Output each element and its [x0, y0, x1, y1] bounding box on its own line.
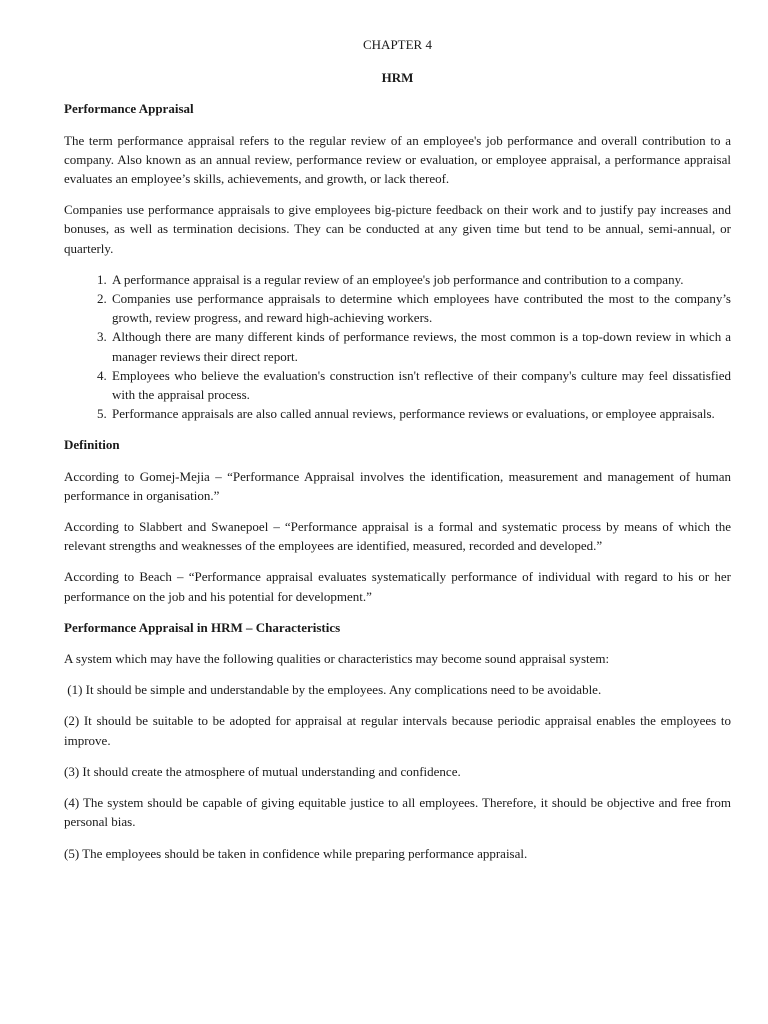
list-item: 1. A performance appraisal is a regular review of an employee's job performance and contribution to a company. [110, 270, 731, 289]
characteristic-item: (5) The employees should be taken in confidence while preparing performance appraisal. [64, 845, 528, 861]
characteristics-heading: Performance Appraisal in HRM – Characteristics [64, 619, 341, 635]
characteristic-item: (2) It should be suitable to be adopted for appraisal at regular intervals because periodic appraisal enables the employees to improve. [64, 713, 731, 748]
list-item: 4. Employees who believe the evaluation's construction isn't reflective of their company's culture may feel dissatisfied with the appraisal process. [110, 366, 731, 404]
definition-paragraph: According to Slabbert and Swanepoel – “Performance appraisal is a formal and systematic process by means of which the relevant strengths and weaknesses of the employees are identified, measured, recorded and developed.” [64, 519, 731, 554]
characteristic-item: (1) It should be simple and understandable by the employees. Any complications need to be avoidable. [64, 682, 602, 698]
characteristic-item: (3) It should create the atmosphere of mutual understanding and confidence. [64, 763, 461, 779]
document-body [64, 35, 731, 875]
list-item: 3. Although there are many different kinds of performance reviews, the most common is a top-down review in which a manager reviews their direct report. [110, 327, 731, 365]
characteristics-intro: A system which may have the following qualities or characteristics may become sound appraisal system: [64, 651, 610, 667]
definition-paragraph: According to Gomej-Mejia – “Performance Appraisal involves the identification, measurement and management of human performance in organisation.” [64, 468, 731, 503]
characteristic-item: (4) The system should be capable of giving equitable justice to all employees. Therefore, it should be objective and free from personal bias. [64, 795, 731, 830]
definition-paragraph: According to Beach – “Performance appraisal evaluates systematically performance of individual with regard to his or her performance on the job and his potential for development.” [64, 569, 731, 604]
intro-paragraph: Companies use performance appraisals to give employees big-picture feedback on their work and to justify pay increases and bonuses, as well as termination decisions. They can be conducted at any given time but tend to be annual, semi-annual, or quarterly. [64, 202, 731, 256]
list-item: 5. Performance appraisals are also called annual reviews, performance reviews or evaluations, or employee appraisals. [110, 404, 731, 423]
subject-title: HRM [381, 70, 414, 86]
section-heading: Performance Appraisal [64, 101, 194, 117]
list-item: 2. Companies use performance appraisals to determine which employees have contributed the most to the company’s growth, review progress, and reward high-achieving workers. [110, 289, 731, 327]
chapter-title: CHAPTER 4 [363, 37, 432, 52]
definition-heading: Definition [64, 437, 120, 453]
key-points-list [64, 270, 731, 424]
intro-paragraph: The term performance appraisal refers to the regular review of an employee's job performance and overall contribution to a company. Also known as an annual review, performance review or evaluation, or employee appraisal, a performance appraisal evaluates an employee’s skills, achievements, and growth, or lack thereof. [64, 132, 731, 187]
